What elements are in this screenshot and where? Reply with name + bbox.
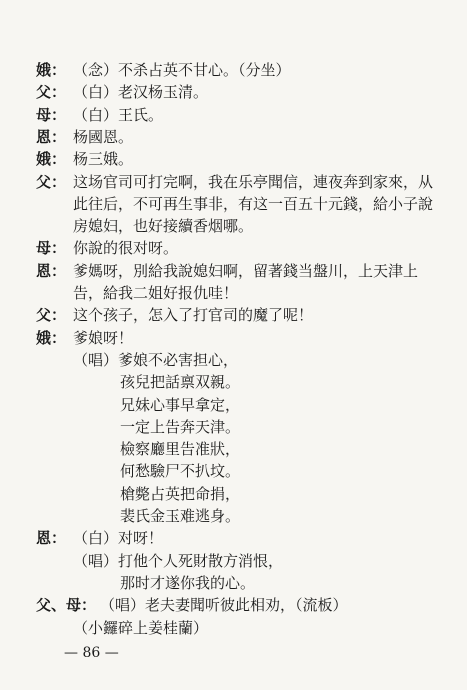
dialogue-line xyxy=(0,594,467,616)
song-line xyxy=(0,438,467,460)
song-line xyxy=(0,550,467,572)
dialogue-text: （唱）老夫妻聞听彼此相劝，（流板） xyxy=(100,596,348,615)
dialogue-line xyxy=(0,304,467,326)
dialogue-line xyxy=(0,59,467,81)
dialogue-line xyxy=(0,81,467,103)
dialogue-line xyxy=(0,148,467,170)
song-line xyxy=(0,483,467,505)
dialogue-text: 这个孩子，怎入了打官司的魔了呢！ xyxy=(73,306,314,325)
song-text: （唱）爹娘不必害担心， xyxy=(73,350,239,369)
dialogue-line xyxy=(0,215,467,237)
song-line xyxy=(0,505,467,527)
speaker-label: 娥： xyxy=(36,328,67,347)
dialogue-text: （白）对呀！ xyxy=(73,529,164,548)
speaker-label: 父： xyxy=(36,306,67,325)
dialogue-line xyxy=(0,282,467,304)
dialogue-text: 爹娘呀！ xyxy=(73,328,134,347)
dialogue-text: 你說的很对呀。 xyxy=(73,239,179,258)
song-text: （唱）打他个人死財散方消恨， xyxy=(73,551,284,570)
speaker-label: 恩： xyxy=(36,127,67,146)
song-text: 槍斃占英把命捐， xyxy=(120,484,241,503)
song-line xyxy=(0,349,467,371)
song-text: 何愁驗尸不扒坟。 xyxy=(120,462,241,481)
dialogue-text: 此往后，不可再生事非，有这一百五十元錢，給小子說 xyxy=(73,194,434,213)
song-line xyxy=(0,416,467,438)
song-line xyxy=(0,394,467,416)
song-text: 孩兒把話禀双親。 xyxy=(120,373,241,392)
song-text: 那时才遂你我的心。 xyxy=(120,573,256,592)
speaker-label: 母： xyxy=(36,105,67,124)
dialogue-text: 房媳妇，也好接續香烟哪。 xyxy=(73,217,254,236)
speaker-label: 娥： xyxy=(36,150,67,169)
dialogue-line xyxy=(0,237,467,259)
dialogue-text: （念）不杀占英不甘心。（分坐） xyxy=(73,61,291,79)
dialogue-text: （白）王氏。 xyxy=(73,105,164,124)
song-text: 裴氏金玉难逃身。 xyxy=(120,507,241,525)
song-line xyxy=(0,371,467,393)
dialogue-text: 爹媽呀，別給我說媳妇啊，留著錢当盤川，上天津上 xyxy=(73,261,419,280)
song-line xyxy=(0,572,467,594)
speaker-label: 恩： xyxy=(36,261,67,280)
dialogue-text: 告，給我二姐好报仇哇！ xyxy=(73,284,239,302)
speaker-label: 父： xyxy=(36,83,67,102)
speaker-label: 母： xyxy=(36,239,67,258)
stage-direction-line xyxy=(0,617,467,639)
dialogue-line xyxy=(0,327,467,349)
dialogue-text: （白）老汉杨玉清。 xyxy=(73,83,209,102)
dialogue-text: 杨國恩。 xyxy=(73,127,134,146)
dialogue-line xyxy=(0,171,467,193)
speaker-label: 恩： xyxy=(36,529,67,548)
song-text: 兄妹心事早拿定， xyxy=(120,395,241,414)
dialogue-line xyxy=(0,193,467,215)
speaker-label: 父、母： xyxy=(36,596,97,615)
song-text: 檢察廳里告准狀， xyxy=(120,440,241,459)
speaker-label: 父： xyxy=(36,172,67,191)
speaker-label: 娥： xyxy=(36,61,67,79)
song-line xyxy=(0,460,467,482)
song-text: 一定上告奔天津。 xyxy=(120,417,241,436)
dialogue-line xyxy=(0,104,467,126)
dialogue-line xyxy=(0,126,467,148)
dialogue-line xyxy=(0,260,467,282)
stage-direction-text: （小鑼碎上姜桂蘭） xyxy=(73,618,209,637)
dialogue-text: 这场官司可打完啊，我在乐亭聞信，連夜奔到家來，从 xyxy=(73,172,434,191)
dialogue-line xyxy=(0,527,467,549)
page-number: — 86 — xyxy=(64,645,119,661)
dialogue-text: 杨三娥。 xyxy=(73,150,134,169)
